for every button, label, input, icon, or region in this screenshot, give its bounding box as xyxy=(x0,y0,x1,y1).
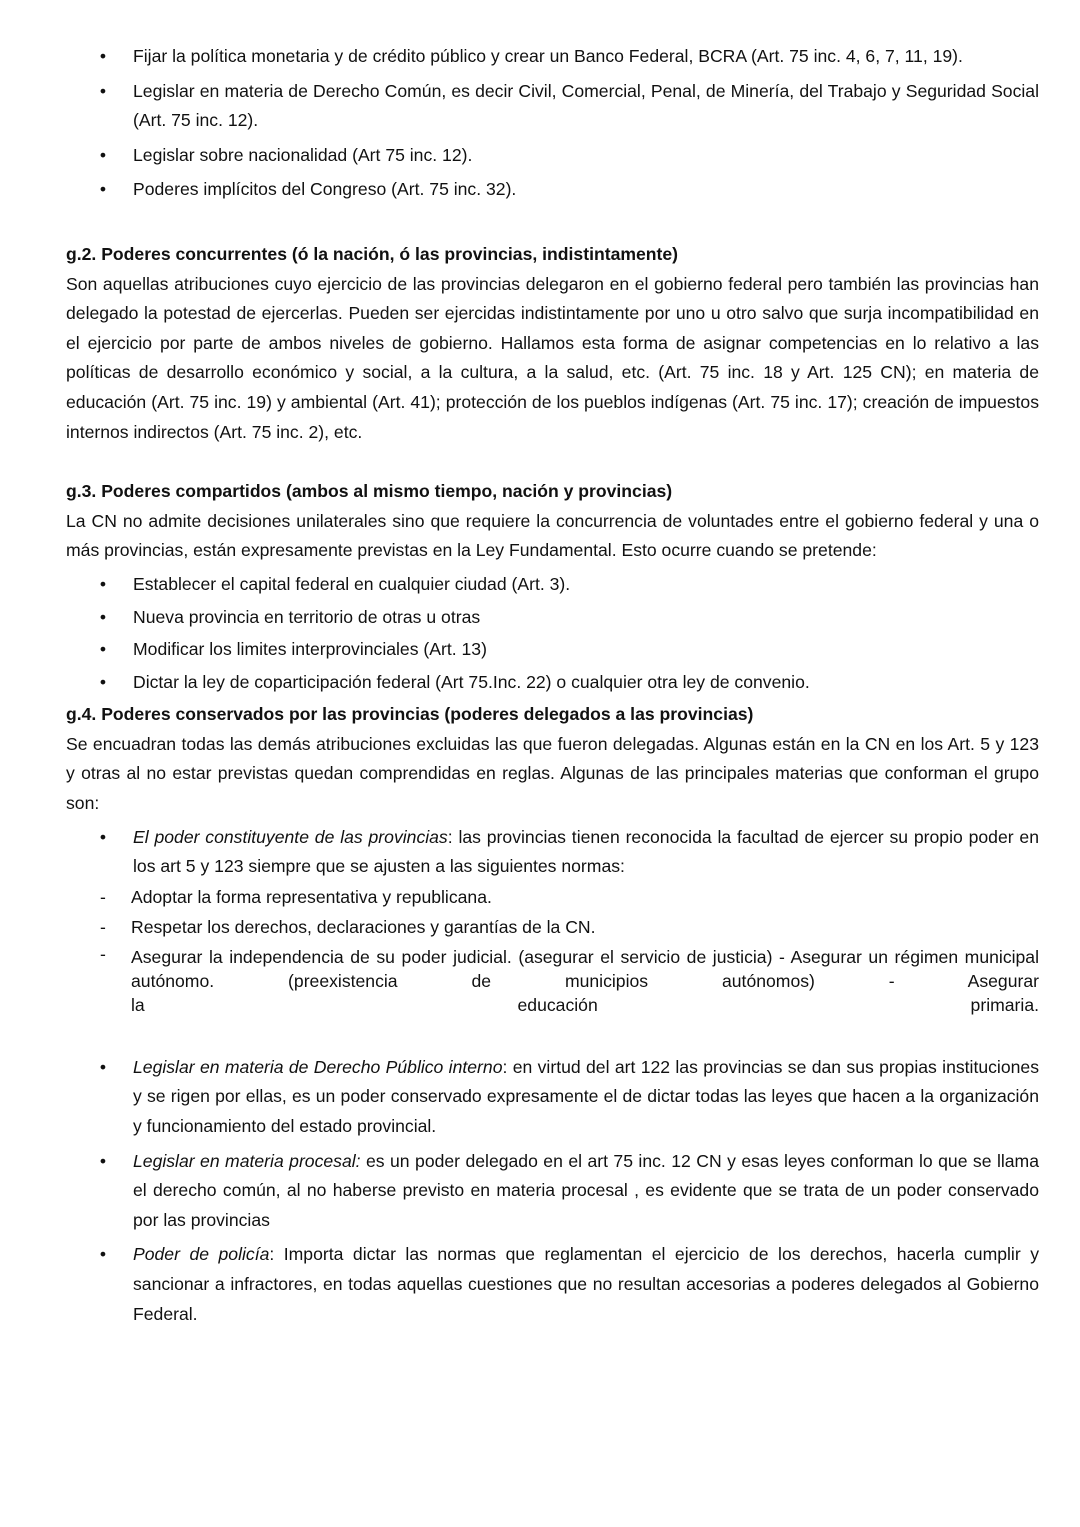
bullet-icon: • xyxy=(99,1150,107,1171)
list-item: • Dictar la ley de coparticipación federal (Art 75.Inc. 22) o cualquier otra ley de convenio. xyxy=(66,668,1039,698)
document-page xyxy=(66,42,1039,1334)
section-body: Son aquellas atribuciones cuyo ejercicio de las provincias delegaron en el gobierno federal pero también las provincias han delegado la potestad de ejercerlas. Pueden ser ejercidas indistintamente por uno u otro salvo que surja incompatibilidad en el ejercicio por parte de ambos niveles de gobierno. Hallamos esta forma de asignar competencias en lo relativo a las políticas de desarrollo económico y social, a la cultura, a la salud, etc. (Art. 75 inc. 18 y Art. 125 CN); en materia de educación (Art. 75 inc. 19) y ambiental (Art. 41); protección de los pueblos indígenas (Art. 75 inc. 17); creación de impuestos internos indirectos (Art. 75 inc. 2), etc. xyxy=(66,273,1039,442)
shared-powers-list xyxy=(66,570,1039,697)
section-g4 xyxy=(66,700,1039,1329)
bullet-icon: • xyxy=(99,144,107,165)
dash-icon: - xyxy=(100,886,106,907)
bullet-icon: • xyxy=(99,1244,107,1265)
list-item: • Modificar los limites interprovinciales (Art. 13) xyxy=(66,635,1039,665)
conserved-powers-list xyxy=(66,823,1039,882)
bullet-icon: • xyxy=(99,671,107,692)
section-g2 xyxy=(66,240,1039,447)
list-item: • Poder de policía: Importa dictar las normas que reglamentan el ejercicio de los derechos, hacerla cumplir y sancionar a infractores, en todas aquellas cuestiones que no resultan accesorias a poderes delegados al Gobierno Federal. xyxy=(66,1240,1039,1329)
delegated-powers-list xyxy=(66,42,1039,205)
list-item: - Respetar los derechos, declaraciones y garantías de la CN. xyxy=(66,912,1039,942)
list-item: • Establecer el capital federal en cualquier ciudad (Art. 3). xyxy=(66,570,1039,600)
bullet-icon: • xyxy=(99,826,107,847)
dash-icon: - xyxy=(100,943,106,964)
bullet-icon: • xyxy=(99,46,107,66)
item-term: Legislar en materia procesal: xyxy=(133,1150,361,1171)
bullet-icon: • xyxy=(99,1056,107,1077)
list-item: • Nueva provincia en territorio de otras u otras xyxy=(66,603,1039,633)
provincial-norms-list xyxy=(66,882,1039,1017)
dash-icon: - xyxy=(100,916,106,937)
list-item: • Legislar en materia de Derecho Público interno: en virtud del art 122 las provincias se dan sus propias instituciones y se rigen por ellas, es un poder conservado expresamente el de dictar todas las leyes que hacen a la organización y funcionamiento del estado provincial. xyxy=(66,1053,1039,1142)
list-item: - Adoptar la forma representativa y republicana. xyxy=(66,882,1039,912)
bullet-icon: • xyxy=(99,80,107,101)
section-heading: g.2. Poderes concurrentes (ó la nación, ó las provincias, indistintamente) xyxy=(66,243,679,264)
item-term: El poder constituyente de las provincias xyxy=(133,826,448,847)
section-heading: g.4. Poderes conservados por las provincias (poderes delegados a las provincias) xyxy=(66,704,754,725)
item-term: Legislar en materia de Derecho Público interno xyxy=(133,1056,503,1077)
list-item: • Fijar la política monetaria y de crédito público y crear un Banco Federal, BCRA (Art. 75 inc. 4, 6, 7, 11, 19). xyxy=(66,42,1039,72)
item-term: Poder de policía xyxy=(133,1244,270,1265)
section-body: La CN no admite decisiones unilaterales sino que requiere la concurrencia de voluntades entre el gobierno federal y una o más provincias, están expresamente previstas en la Ley Fundamental. Esto ocurre cuando se pretende: xyxy=(66,510,1039,561)
section-heading: g.3. Poderes compartidos (ambos al mismo tiempo, nación y provincias) xyxy=(66,481,673,502)
bullet-icon: • xyxy=(99,639,107,660)
conserved-powers-list-continued xyxy=(66,1053,1039,1329)
list-item: • El poder constituyente de las provincias: las provincias tienen reconocida la facultad de ejercer su propio poder en los art 5 y 123 siempre que se ajusten a las siguientes normas: xyxy=(66,823,1039,882)
list-item: • Legislar sobre nacionalidad (Art 75 inc. 12). xyxy=(66,141,1039,171)
list-item: • Legislar en materia de Derecho Común, es decir Civil, Comercial, Penal, de Minería, del Trabajo y Seguridad Social (Art. 75 inc. 12). xyxy=(66,77,1039,136)
list-item: • Poderes implícitos del Congreso (Art. 75 inc. 32). xyxy=(66,175,1039,205)
section-body: Se encuadran todas las demás atribuciones excluidas las que fueron delegadas. Algunas están en la CN en los Art. 5 y 123 y otras al no estar previstas quedan comprendidas en reglas. Algunas de las principales materias que conforman el grupo son: xyxy=(66,733,1039,814)
bullet-icon: • xyxy=(99,179,107,200)
bullet-icon: • xyxy=(99,606,107,627)
list-item: - Asegurar la independencia de su poder judicial. (asegurar el servicio de justicia) - Asegurar un régimen municipal autónomo. (preexistencia de municipios autónomos) - Asegurar la educación primaria. xyxy=(100,943,1039,1015)
section-g3 xyxy=(66,477,1039,697)
bullet-icon: • xyxy=(99,573,107,594)
list-item: • Legislar en materia procesal: es un poder delegado en el art 75 inc. 12 CN y esas leyes conforman lo que se llama el derecho común, al no haberse previsto en materia procesal , es evidente que se trata de un poder conservado por las provincias xyxy=(66,1147,1039,1236)
